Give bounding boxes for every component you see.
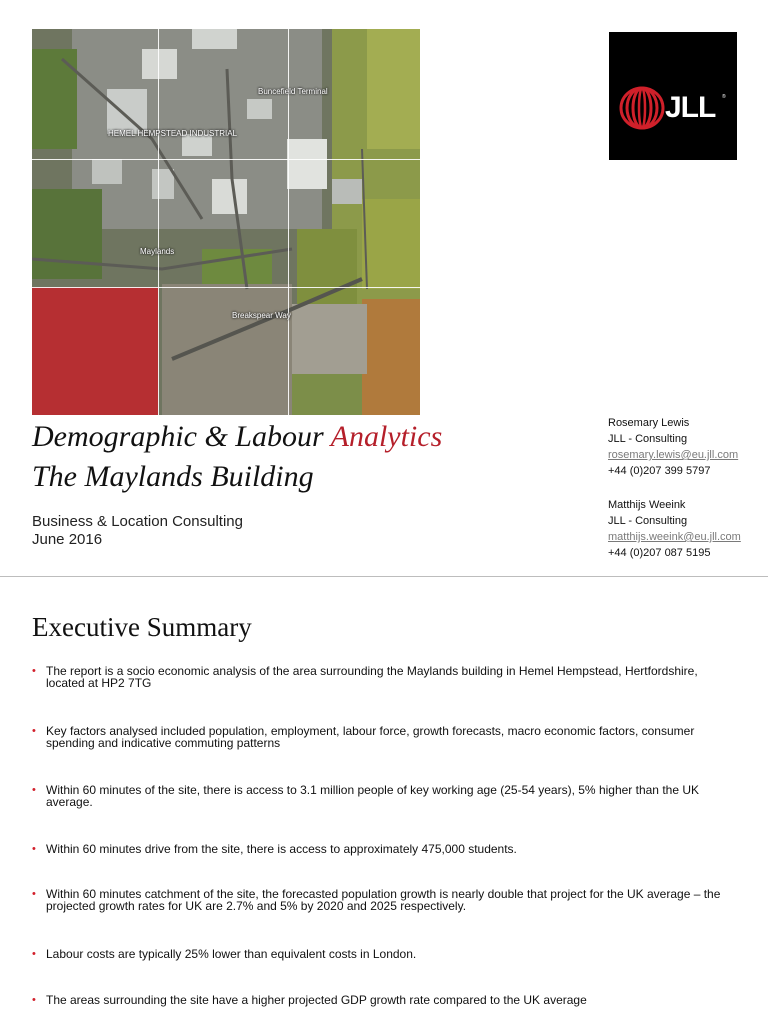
bullet-icon: •	[32, 784, 36, 796]
bullet-text-line2: average.	[46, 795, 93, 809]
map-label-industrial: HEMEL HEMPSTEAD INDUSTRIAL	[108, 129, 238, 138]
aerial-map-graphic	[32, 29, 420, 415]
map-label-buncefield: Buncefield Terminal	[258, 87, 328, 96]
contact-card	[608, 415, 738, 479]
report-title-accent: Analytics	[330, 420, 443, 453]
summary-bullet	[32, 994, 744, 1006]
report-title-main: Demographic & Labour	[32, 420, 331, 453]
bullet-text-line1: Within 60 minutes drive from the site, there is access to approximately 475,000 students.	[46, 842, 517, 856]
bullet-icon: •	[32, 888, 36, 900]
contact-email-link[interactable]: matthijs.weeink@eu.jll.com	[608, 531, 741, 543]
summary-bullet	[32, 888, 744, 912]
contact-card	[608, 497, 741, 561]
contact-phone: +44 (0)207 399 5797	[608, 465, 711, 477]
executive-summary-slide	[0, 577, 768, 1024]
registered-mark-icon: ®	[722, 94, 726, 100]
bullet-text-line1: The report is a socio economic analysis of the area surrounding the Maylands building in Hemel Hempstead, Hertfordshire,	[46, 664, 698, 678]
bullet-text-line1: Within 60 minutes of the site, there is access to 3.1 million people of key working age (25-54 years), 5% higher than the UK	[46, 783, 700, 797]
bullet-icon: •	[32, 948, 36, 960]
jll-logo-mark-icon	[619, 86, 665, 130]
section-title: Executive Summary	[32, 612, 252, 642]
bullet-icon: •	[32, 725, 36, 737]
bullet-text-line1: The areas surrounding the site have a higher projected GDP growth rate compared to the UK average	[46, 993, 587, 1007]
report-title-line2: The Maylands Building	[32, 460, 314, 493]
contact-phone: +44 (0)207 087 5195	[608, 547, 711, 559]
bullet-text-line1: Labour costs are typically 25% lower than equivalent costs in London.	[46, 947, 417, 961]
contact-name: Matthijs Weeink	[608, 499, 686, 511]
map-label-breakspear: Breakspear Way	[232, 311, 291, 320]
summary-bullet	[32, 784, 744, 808]
bullet-text-line1: Within 60 minutes catchment of the site, the forecasted population growth is nearly double that project for the UK average – the	[46, 887, 721, 901]
summary-bullet	[32, 725, 744, 749]
summary-bullet	[32, 843, 744, 855]
contact-name: Rosemary Lewis	[608, 417, 690, 429]
contact-org: JLL - Consulting	[608, 433, 688, 445]
bullet-text-line2: located at HP2 7TG	[46, 676, 152, 690]
summary-bullet	[32, 948, 744, 960]
bullet-text-line1: Key factors analysed included population, employment, labour force, growth forecasts, macro economic factors, consumer	[46, 724, 695, 738]
report-title	[32, 420, 442, 454]
report-subtitle	[32, 513, 243, 549]
bullet-text-line2: projected growth rates for UK are 2.7% and 5% by 2020 and 2025 respectively.	[46, 899, 467, 913]
aerial-map-image	[32, 29, 420, 415]
bullet-text-line2: spending and indicative commuting patterns	[46, 736, 281, 750]
map-label-maylands: Maylands	[140, 247, 175, 256]
jll-logo	[609, 32, 737, 160]
contact-email-link[interactable]: rosemary.lewis@eu.jll.com	[608, 449, 739, 461]
contact-org: JLL - Consulting	[608, 515, 688, 527]
subtitle-department: Business & Location Consulting	[32, 513, 243, 530]
bullet-icon: •	[32, 994, 36, 1006]
summary-bullet	[32, 665, 744, 689]
bullet-icon: •	[32, 843, 36, 855]
bullet-icon: •	[32, 665, 36, 677]
subtitle-date: June 2016	[32, 531, 103, 548]
jll-logo-text: JLL	[665, 91, 716, 124]
